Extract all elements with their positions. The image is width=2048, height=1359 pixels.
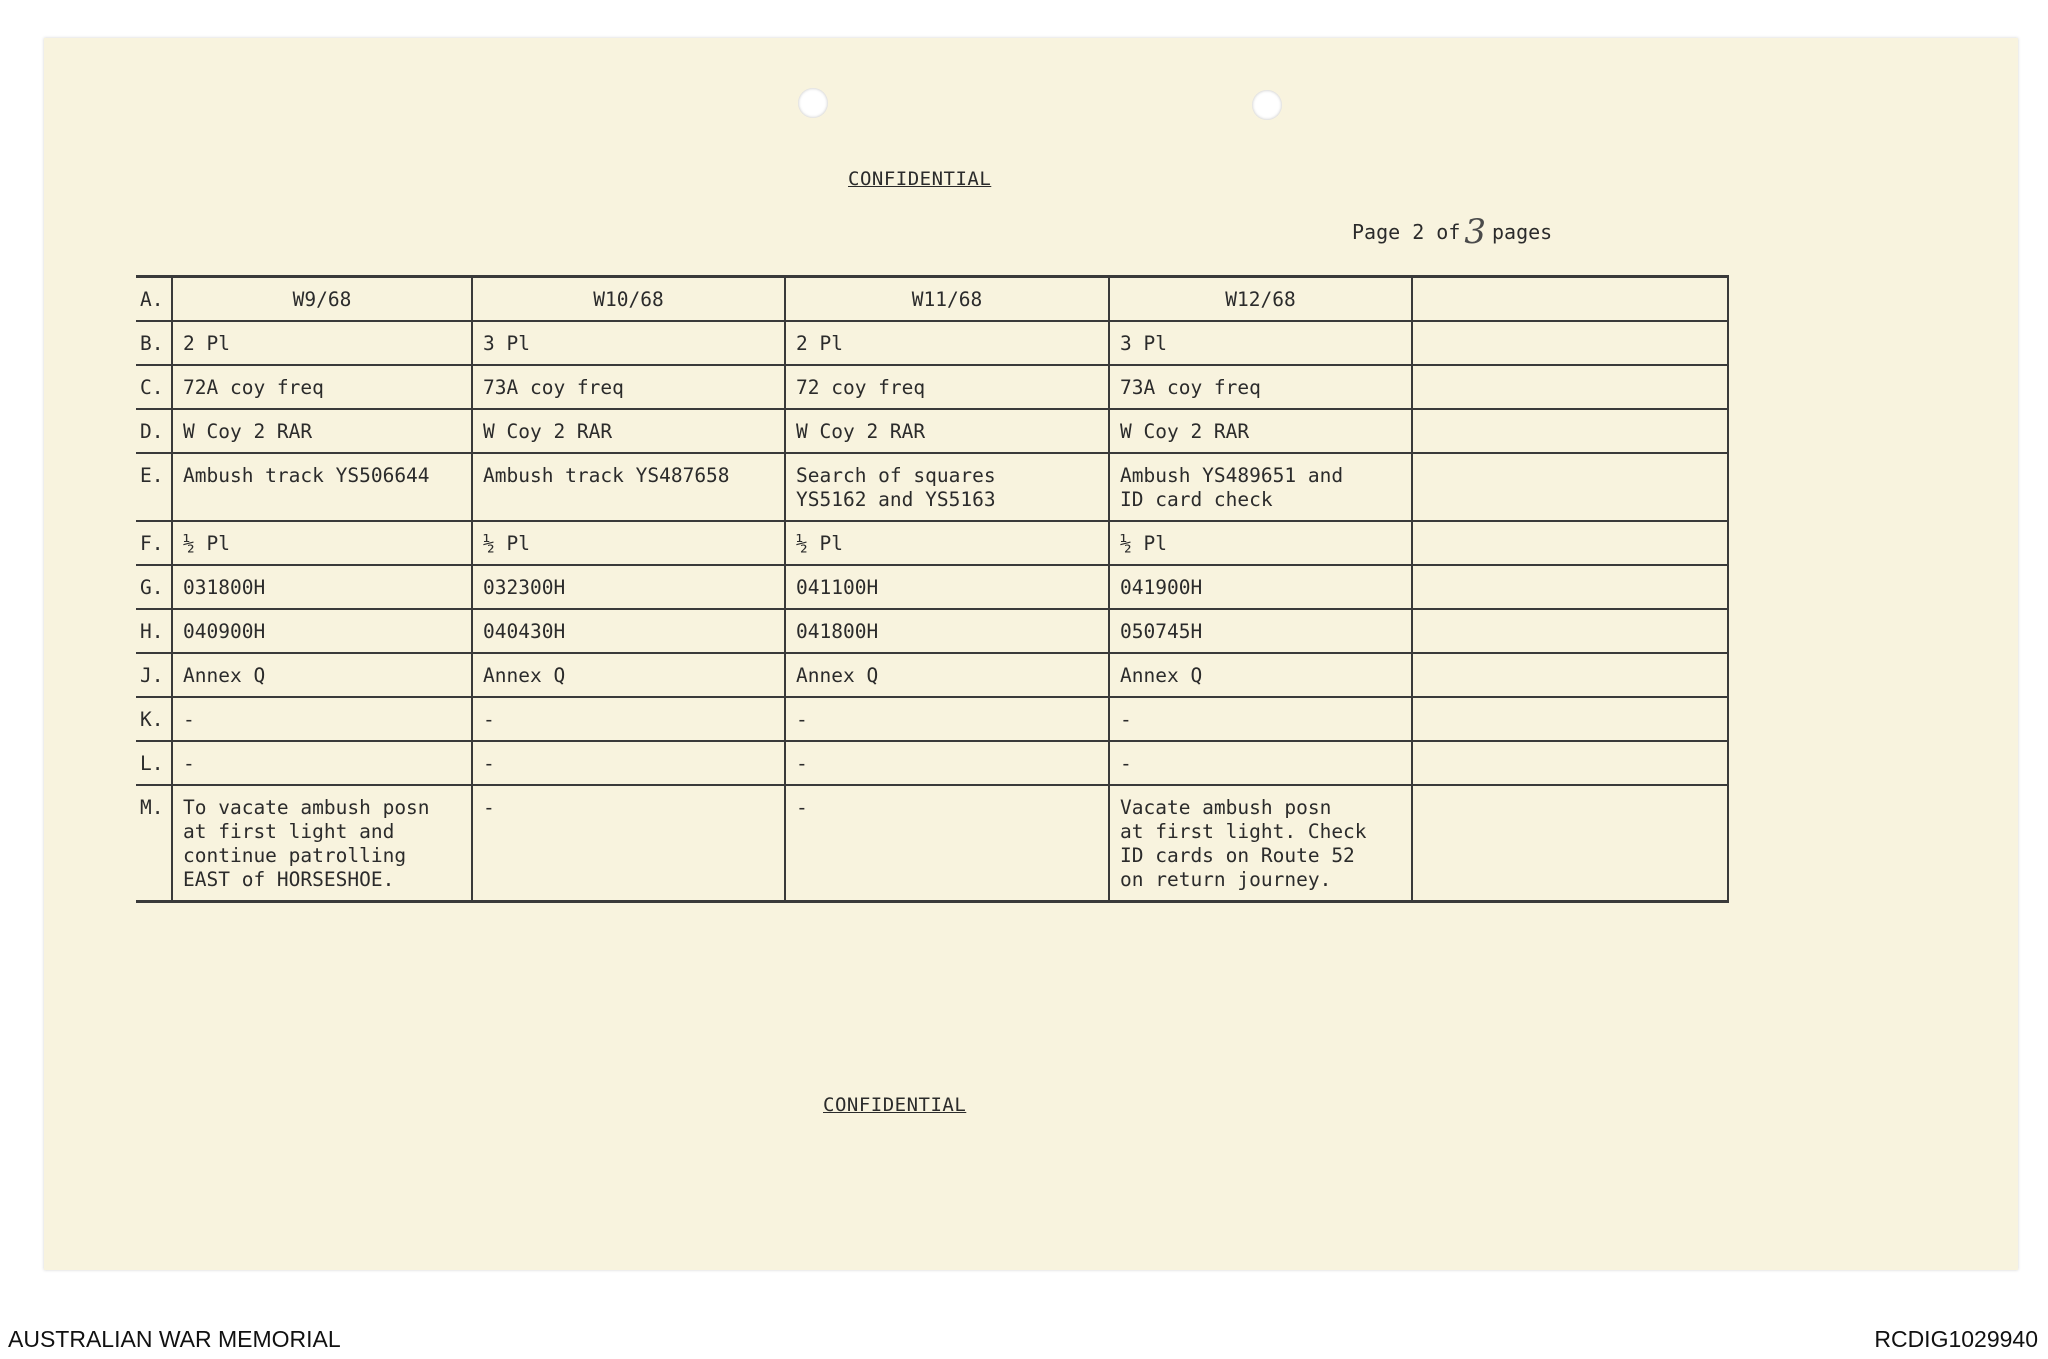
- table-cell: [1412, 565, 1728, 609]
- archive-id: RCDIG1029940: [1874, 1326, 2038, 1352]
- archive-credit: AUSTRALIAN WAR MEMORIAL: [8, 1326, 341, 1352]
- table-cell: W Coy 2 RAR: [472, 409, 785, 453]
- table-cell: W Coy 2 RAR: [172, 409, 472, 453]
- table-cell: ½ Pl: [472, 521, 785, 565]
- table-row: [136, 365, 1728, 409]
- table-row: [136, 321, 1728, 365]
- table-cell: 041100H: [785, 565, 1109, 609]
- table-cell: 031800H: [172, 565, 472, 609]
- table-cell: 3 Pl: [1109, 321, 1412, 365]
- table-cell: W12/68: [1109, 277, 1412, 322]
- row-letter: M.: [136, 785, 172, 902]
- table-cell: [1412, 365, 1728, 409]
- table-cell: 040430H: [472, 609, 785, 653]
- classification-bottom: CONFIDENTIAL: [823, 1094, 967, 1116]
- table-cell: -: [785, 785, 1109, 902]
- table-row: [136, 785, 1728, 902]
- table-cell: ½ Pl: [172, 521, 472, 565]
- table-cell: [1412, 453, 1728, 521]
- row-letter: A.: [136, 277, 172, 322]
- table-cell: -: [472, 741, 785, 785]
- page-total-handwritten: 3: [1464, 212, 1487, 252]
- table-cell: 72A coy freq: [172, 365, 472, 409]
- punch-hole: [798, 88, 828, 118]
- table-cell: Vacate ambush posn at first light. Check ID cards on Route 52 on return journey.: [1109, 785, 1412, 902]
- table-row: [136, 277, 1728, 322]
- row-letter: E.: [136, 453, 172, 521]
- row-letter: H.: [136, 609, 172, 653]
- table-cell: W11/68: [785, 277, 1109, 322]
- table-cell: 050745H: [1109, 609, 1412, 653]
- table-cell: 032300H: [472, 565, 785, 609]
- row-letter: G.: [136, 565, 172, 609]
- table-row: [136, 409, 1728, 453]
- table-cell: 2 Pl: [172, 321, 472, 365]
- table-row: [136, 453, 1728, 521]
- table-cell: -: [172, 741, 472, 785]
- table-cell: [1412, 785, 1728, 902]
- table-cell: W10/68: [472, 277, 785, 322]
- table-cell: -: [172, 697, 472, 741]
- table-cell: Ambush track YS487658: [472, 453, 785, 521]
- table-cell: -: [785, 741, 1109, 785]
- table-cell: -: [472, 697, 785, 741]
- table-row: [136, 609, 1728, 653]
- page-reference: [1352, 212, 1552, 252]
- table-cell: To vacate ambush posn at first light and continue patrolling EAST of HORSESHOE.: [172, 785, 472, 902]
- row-letter: J.: [136, 653, 172, 697]
- table-row: [136, 741, 1728, 785]
- table-cell: 72 coy freq: [785, 365, 1109, 409]
- table-cell: [1412, 277, 1728, 322]
- page-suffix: pages: [1492, 220, 1553, 244]
- table-cell: [1412, 609, 1728, 653]
- table-cell: 73A coy freq: [1109, 365, 1412, 409]
- table-row: [136, 521, 1728, 565]
- table-cell: [1412, 409, 1728, 453]
- table-cell: Annex Q: [472, 653, 785, 697]
- punch-hole: [1252, 90, 1282, 120]
- table-cell: -: [1109, 741, 1412, 785]
- table-cell: 3 Pl: [472, 321, 785, 365]
- table-row: [136, 565, 1728, 609]
- table-cell: W Coy 2 RAR: [785, 409, 1109, 453]
- table-cell: Ambush track YS506644: [172, 453, 472, 521]
- table-cell: 73A coy freq: [472, 365, 785, 409]
- table-cell: [1412, 697, 1728, 741]
- table-cell: W Coy 2 RAR: [1109, 409, 1412, 453]
- row-letter: D.: [136, 409, 172, 453]
- table-row: [136, 697, 1728, 741]
- table-cell: -: [785, 697, 1109, 741]
- row-letter: C.: [136, 365, 172, 409]
- table-cell: 040900H: [172, 609, 472, 653]
- row-letter: L.: [136, 741, 172, 785]
- table-cell: 2 Pl: [785, 321, 1109, 365]
- table-cell: W9/68: [172, 277, 472, 322]
- row-letter: B.: [136, 321, 172, 365]
- page-prefix: Page 2 of: [1352, 220, 1461, 244]
- table-cell: ½ Pl: [785, 521, 1109, 565]
- table-cell: 041900H: [1109, 565, 1412, 609]
- table-cell: -: [472, 785, 785, 902]
- table-cell: ½ Pl: [1109, 521, 1412, 565]
- classification-top: CONFIDENTIAL: [848, 168, 992, 190]
- table-row: [136, 653, 1728, 697]
- table-cell: Search of squares YS5162 and YS5163: [785, 453, 1109, 521]
- table-cell: [1412, 321, 1728, 365]
- row-letter: K.: [136, 697, 172, 741]
- row-letter: F.: [136, 521, 172, 565]
- table-cell: [1412, 741, 1728, 785]
- patrol-orders-table: [136, 275, 1729, 903]
- table-cell: -: [1109, 697, 1412, 741]
- table-cell: [1412, 653, 1728, 697]
- table-cell: [1412, 521, 1728, 565]
- table-cell: Annex Q: [1109, 653, 1412, 697]
- table-cell: 041800H: [785, 609, 1109, 653]
- table-cell: Annex Q: [172, 653, 472, 697]
- table-cell: Ambush YS489651 and ID card check: [1109, 453, 1412, 521]
- table-cell: Annex Q: [785, 653, 1109, 697]
